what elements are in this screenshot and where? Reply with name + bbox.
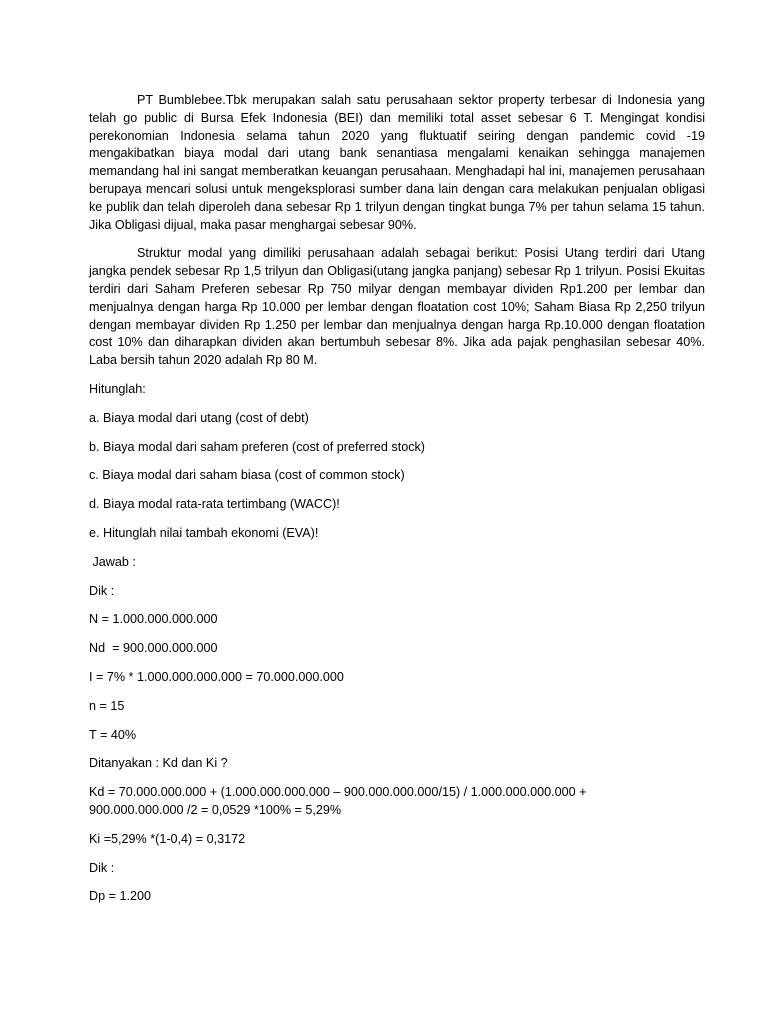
- dik-heading: Dik :: [89, 583, 115, 598]
- kd-formula-line-2: 900.000.000.000 /2 = 0,0529 *100% = 5,29%: [89, 802, 342, 817]
- paragraph-capital-structure: Struktur modal yang dimiliki perusahaan adalah sebagai berikut: Posisi Utang terdiri dari Utang jangka pendek sebesar Rp 1,5 trilyun dan Obligasi(utang jangka panjang) sebesar Rp 1 trilyun. Posisi Ekuitas terdiri dari Saham Preferen sebesar Rp 750 milyar dengan membayar dividen Rp1.200 per lembar dan menjualnya dengan harga Rp 10.000 per lembar dengan floatation cost 10%; Saham Biasa Rp 2,250 trilyun dengan membayar dividen Rp 1.250 per lembar dan menjualnya dengan harga Rp.10.000 dengan floatation cost 10% dan diharapkan dividen akan bertumbuh sebesar 8%. Jika ada pajak penghasilan sebesar 40%. Laba bersih tahun 2020 adalah Rp 80 M.: [89, 246, 705, 368]
- dik-heading-2: Dik :: [89, 860, 115, 875]
- question-e: e. Hitunglah nilai tambah ekonomi (EVA)!: [89, 525, 319, 540]
- i-value: I = 7% * 1.000.000.000.000 = 70.000.000.000: [89, 669, 344, 684]
- kd-formula: [89, 784, 705, 820]
- small-n-value: n = 15: [89, 698, 125, 713]
- n-value: N = 1.000.000.000.000: [89, 612, 218, 627]
- question-d: d. Biaya modal rata-rata tertimbang (WACC)!: [89, 497, 340, 512]
- hitunglah-heading: Hitunglah:: [89, 381, 146, 396]
- jawab-heading: Jawab :: [89, 554, 136, 569]
- ki-value: Ki =5,29% *(1-0,4) = 0,3172: [89, 831, 246, 846]
- ditanyakan-line: Ditanyakan : Kd dan Ki ?: [89, 756, 228, 771]
- dp-value: Dp = 1.200: [89, 889, 151, 904]
- kd-formula-line-1: Kd = 70.000.000.000 + (1.000.000.000.000 – 900.000.000.000/15) / 1.000.000.000.000 +: [89, 785, 587, 800]
- t-value: T = 40%: [89, 727, 137, 742]
- question-a: a. Biaya modal dari utang (cost of debt): [89, 410, 309, 425]
- nd-value: Nd = 900.000.000.000: [89, 641, 218, 656]
- question-b: b. Biaya modal dari saham preferen (cost of preferred stock): [89, 439, 425, 454]
- paragraph-case-description: PT Bumblebee.Tbk merupakan salah satu perusahaan sektor property terbesar di Indonesia yang telah go public di Bursa Efek Indonesia (BEI) dan memiliki total asset sebesar 6 T. Mengingat kondisi perekonomian Indonesia selama tahun 2020 yang fluktuatif seiring dengan pandemic covid -19 mengakibatkan biaya modal dari utang bank senantiasa mengalami kenaikan sehingga manajemen memandang hal ini sangat memberatkan keuangan perusahaan. Menghadapi hal ini, manajemen perusahaan berupaya mencari solusi untuk mengeksplorasi sumber dana lain dengan cara melakukan penjualan obligasi ke publik dan telah diperoleh dana sebesar Rp 1 trilyun dengan tingkat bunga 7% per tahun selama 15 tahun. Jika Obligasi dijual, maka pasar menghargai sebesar 90%.: [89, 93, 705, 232]
- question-c: c. Biaya modal dari saham biasa (cost of common stock): [89, 468, 405, 483]
- document-body: [89, 92, 705, 917]
